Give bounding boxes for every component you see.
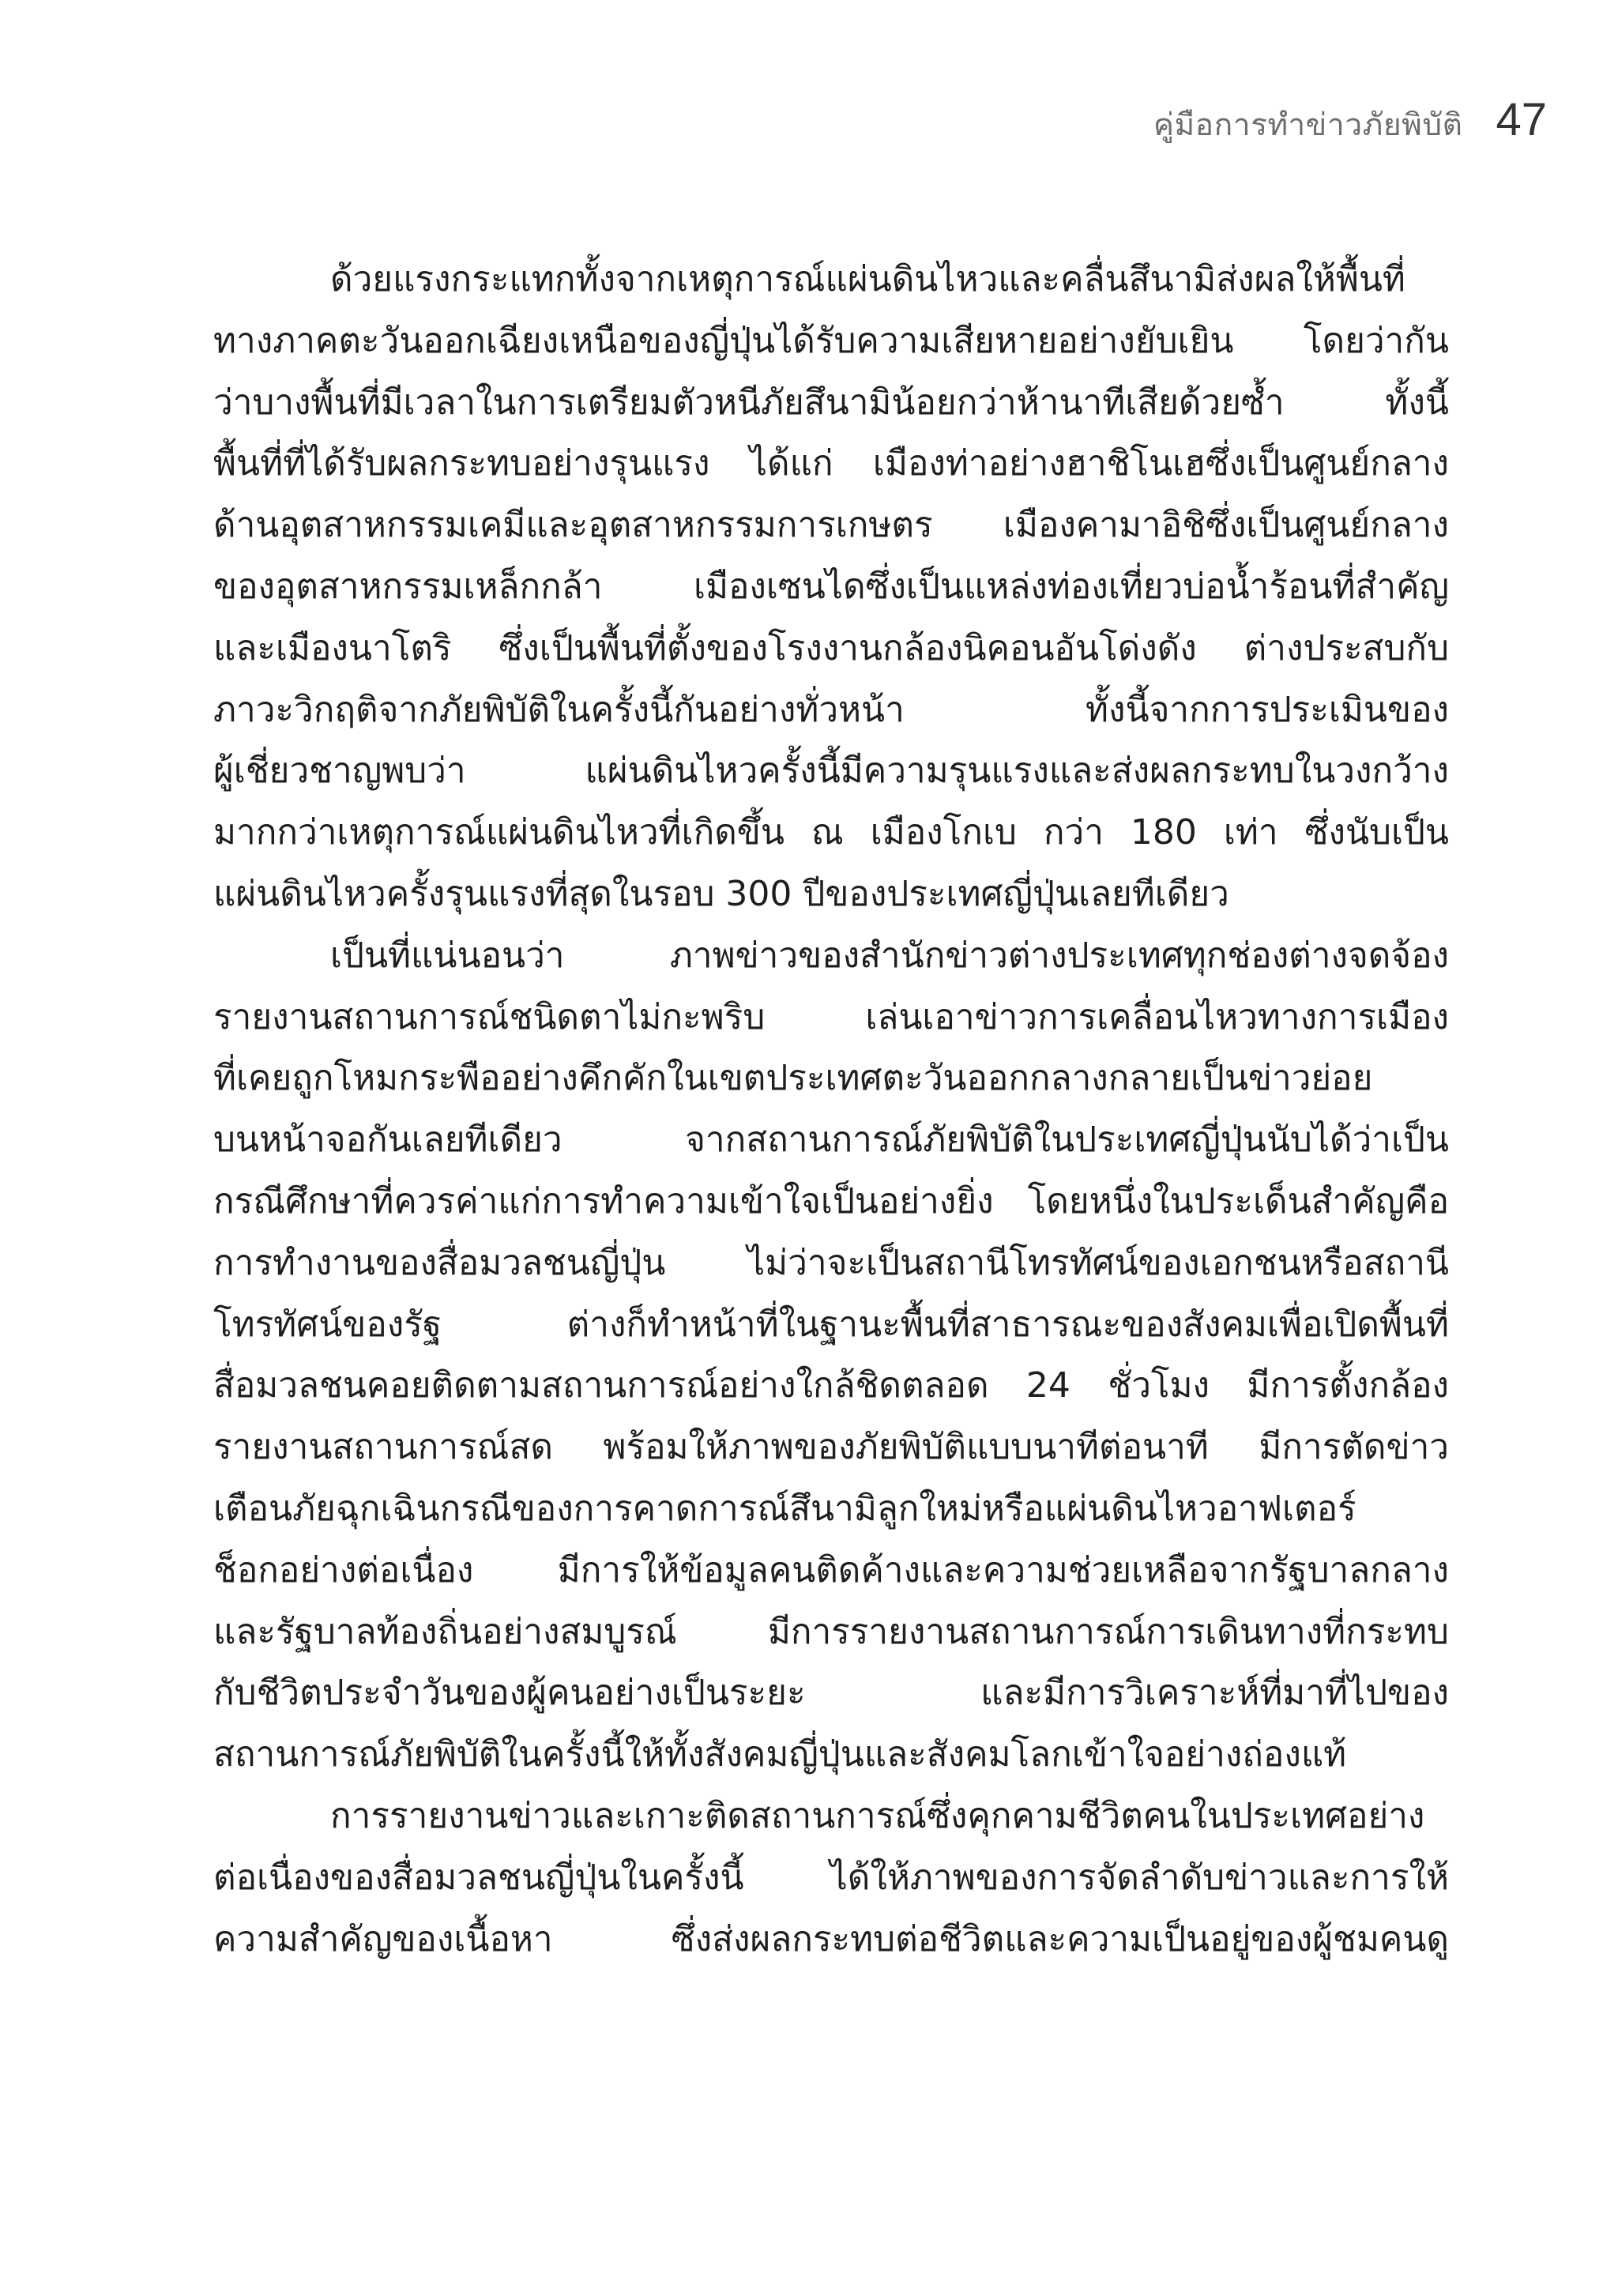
running-header xyxy=(1153,93,1547,149)
text-line: ผู้เชี่ยวชาญพบว่า แผ่นดินไหวครั้งนี้มีความรุนแรงและส่งผลกระทบในวงกว้าง xyxy=(213,751,1449,792)
text-line: เป็นที่แน่นอนว่า ภาพข่าวของสำนักข่าวต่างประเทศทุกช่องต่างจดจ้อง xyxy=(330,935,1449,976)
text-line: สื่อมวลชนคอยติดตามสถานการณ์อย่างใกล้ชิดตลอด 24 ชั่วโมง มีการตั้งกล้อง xyxy=(213,1365,1449,1406)
text-line: พื้นที่ที่ได้รับผลกระทบอย่างรุนแรง ได้แก่ เมืองท่าอย่างฮาชิโนเฮซึ่งเป็นศูนย์กลาง xyxy=(213,443,1449,484)
text-line: มากกว่าเหตุการณ์แผ่นดินไหวที่เกิดขึ้น ณ เมืองโกเบ กว่า 180 เท่า ซึ่งนับเป็น xyxy=(213,812,1449,853)
text-line: รายงานสถานการณ์ชนิดตาไม่กะพริบ เล่นเอาข่าวการเคลื่อนไหวทางการเมือง xyxy=(213,996,1449,1037)
paragraph xyxy=(213,249,1449,925)
paragraph xyxy=(213,1786,1449,1970)
text-line: เตือนภัยฉุกเฉินกรณีของการคาดการณ์สึนามิลูกใหม่หรือแผ่นดินไหวอาฟเตอร์ xyxy=(213,1488,1356,1529)
text-line: ด้วยแรงกระแทกทั้งจากเหตุการณ์แผ่นดินไหวและคลื่นสึนามิส่งผลให้พื้นที่ xyxy=(330,259,1405,299)
running-title: คู่มือการทำข่าวภัยพิบัติ xyxy=(1153,107,1463,143)
text-line: ภาวะวิกฤติจากภัยพิบัติในครั้งนี้กันอย่างทั่วหน้า ทั้งนี้จากการประเมินของ xyxy=(213,689,1449,730)
text-line: กับชีวิตประจำวันของผู้คนอย่างเป็นระยะ และมีการวิเคราะห์ที่มาที่ไปของ xyxy=(213,1673,1449,1714)
text-line: และเมืองนาโตริ ซึ่งเป็นพื้นที่ตั้งของโรงงานกล้องนิคอนอันโด่งดัง ต่างประสบกับ xyxy=(213,627,1449,668)
text-line: แผ่นดินไหวครั้งรุนแรงที่สุดในรอบ 300 ปีของประเทศญี่ปุ่นเลยทีเดียว xyxy=(213,873,1229,914)
text-line: การทำงานของสื่อมวลชนญี่ปุ่น ไม่ว่าจะเป็นสถานีโทรทัศน์ของเอกชนหรือสถานี xyxy=(213,1242,1449,1283)
text-line: ของอุตสาหกรรมเหล็กกล้า เมืองเซนไดซึ่งเป็นแหล่งท่องเที่ยวบ่อน้ำร้อนที่สำคัญ xyxy=(213,566,1449,607)
paragraph xyxy=(213,925,1449,1786)
text-line: ว่าบางพื้นที่มีเวลาในการเตรียมตัวหนีภัยสึนามิน้อยกว่าห้านาทีเสียด้วยซ้ำ ทั้งนี้ xyxy=(213,382,1449,423)
page-number: 47 xyxy=(1496,94,1547,145)
text-line: กรณีศึกษาที่ควรค่าแก่การทำความเข้าใจเป็นอย่างยิ่ง โดยหนึ่งในประเด็นสำคัญคือ xyxy=(213,1180,1449,1221)
body-text xyxy=(213,249,1449,1970)
text-line: ที่เคยถูกโหมกระพืออย่างคึกคักในเขตประเทศตะวันออกกลางกลายเป็นข่าวย่อย xyxy=(213,1058,1373,1099)
text-line: ต่อเนื่องของสื่อมวลชนญี่ปุ่นในครั้งนี้ ได้ให้ภาพของการจัดลำดับข่าวและการให้ xyxy=(213,1857,1449,1898)
text-line: การรายงานข่าวและเกาะติดสถานการณ์ซึ่งคุกคามชีวิตคนในประเทศอย่าง xyxy=(330,1795,1425,1836)
text-line: ความสำคัญของเนื้อหา ซึ่งส่งผลกระทบต่อชีวิตและความเป็นอยู่ของผู้ชมคนดู xyxy=(213,1918,1449,1959)
text-line: ช็อกอย่างต่อเนื่อง มีการให้ข้อมูลคนติดค้างและความช่วยเหลือจากรัฐบาลกลาง xyxy=(213,1549,1449,1590)
text-line: รายงานสถานการณ์สด พร้อมให้ภาพของภัยพิบัติแบบนาทีต่อนาที มีการตัดข่าว xyxy=(213,1427,1449,1468)
text-line: และรัฐบาลท้องถิ่นอย่างสมบูรณ์ มีการรายงานสถานการณ์การเดินทางที่กระทบ xyxy=(213,1611,1449,1652)
text-line: สถานการณ์ภัยพิบัติในครั้งนี้ให้ทั้งสังคมญี่ปุ่นและสังคมโลกเข้าใจอย่างถ่องแท้ xyxy=(213,1734,1347,1775)
text-line: โทรทัศน์ของรัฐ ต่างก็ทำหน้าที่ในฐานะพื้นที่สาธารณะของสังคมเพื่อเปิดพื้นที่ xyxy=(213,1304,1449,1345)
text-line: ด้านอุตสาหกรรมเคมีและอุตสาหกรรมการเกษตร เมืองคามาอิชิซึ่งเป็นศูนย์กลาง xyxy=(213,505,1449,546)
text-line: ทางภาคตะวันออกเฉียงเหนือของญี่ปุ่นได้รับความเสียหายอย่างยับเยิน โดยว่ากัน xyxy=(213,320,1449,361)
text-line: บนหน้าจอกันเลยทีเดียว จากสถานการณ์ภัยพิบัติในประเทศญี่ปุ่นนับได้ว่าเป็น xyxy=(213,1120,1449,1161)
